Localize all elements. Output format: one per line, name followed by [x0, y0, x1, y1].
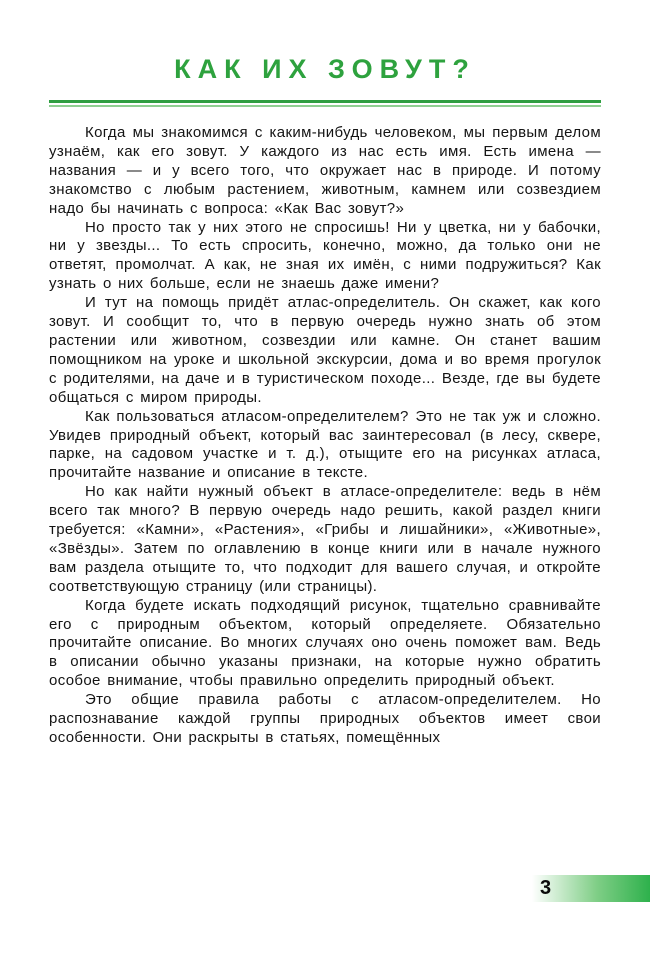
body-text: [49, 124, 601, 748]
paragraph: Но просто так у них этого не спросишь! Ни у цветка, ни у бабочки, ни у звезды... То есть спросить, конечно, можно, да только они не ответят, промолчат. А как, не зная их имён, с ними подружиться? Как узнать о них больше, если не знаешь даже имени?: [49, 218, 601, 293]
paragraph: Как пользоваться атласом-определителем? Это не так уж и сложно. Увидев природный объект, который вас заинтересовал (в лесу, сквере, парке, на садовом участке и т. д.), отыщите его на рисунках атласа, прочитайте название и описание в тексте.: [49, 407, 601, 482]
page-number-bar: [532, 875, 650, 902]
paragraph: Когда мы знакомимся с каким-нибудь человеком, мы первым делом узнаём, как его зовут. У каждого из нас есть имя. Есть имена — названия — и у всего того, что окружает нас в природе. И потому знакомство с любым растением, животным, камнем или созвездием надо бы начинать с вопроса: «Как Вас зовут?»: [49, 124, 601, 217]
title-divider: [49, 100, 601, 107]
paragraph: Когда будете искать подходящий рисунок, тщательно сравнивайте его с природным объектом, который определяете. Обязательно прочитайте описание. Во многих случаях оно очень поможет вам. Ведь в описании обычно указаны признаки, на которые нужно обратить особое внимание, чтобы правильно определить природный объект.: [49, 596, 601, 690]
paragraph: И тут на помощь придёт атлас-определитель. Он скажет, как кого зовут. И сообщит то, что в первую очередь нужно знать об этом растении или животном, созвездии или камне. Он станет вашим помощником на уроке и школьной экскурсии, дома и во время прогулок с родителями, на даче и в туристическом походе... Везде, где вы будете общаться с миром природы.: [49, 294, 601, 406]
divider-line-light: [49, 105, 601, 107]
paragraph: Это общие правила работы с атласом-определителем. Но распознавание каждой группы природных объектов имеет свои особенности. Они раскрыты в статьях, помещённых: [49, 691, 601, 746]
page-title: КАК ИХ ЗОВУТ?: [174, 54, 476, 84]
page-number: 3: [540, 877, 552, 899]
paragraph: Но как найти нужный объект в атласе-определителе: ведь в нём всего так много? В первую очередь надо решить, какой раздел книги требуется: «Камни», «Растения», «Грибы и лишайники», «Животные», «Звёзды». Затем по оглавлению в конце книги или в начале нужного вам раздела отыщите то, что подходит для вашего случая, и откройте соответствующую страницу (или страницы).: [49, 483, 601, 595]
divider-line-dark: [49, 100, 601, 103]
